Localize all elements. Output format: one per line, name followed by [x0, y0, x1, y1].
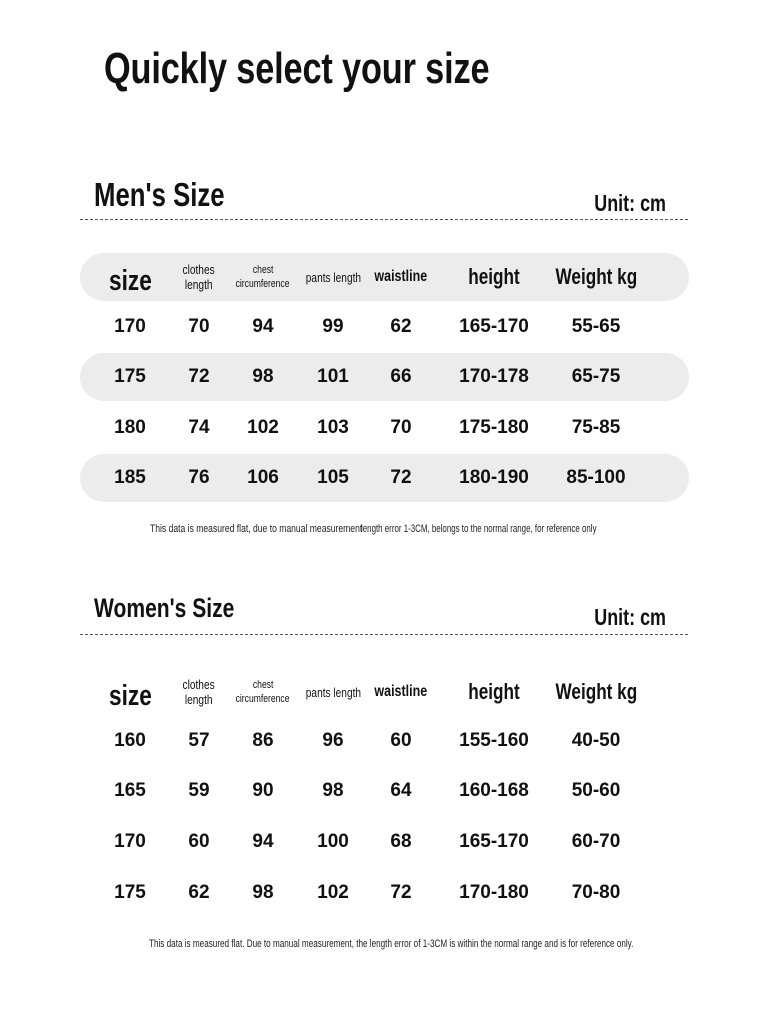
cell-clothes-length: 70	[188, 316, 210, 337]
cell-weight: 50-60	[571, 780, 621, 801]
header-pants-length: pants length	[305, 684, 361, 700]
women-header-row	[80, 668, 689, 716]
cell-size: 160	[114, 730, 146, 751]
cell-size: 175	[114, 366, 146, 387]
cell-height: 170-178	[459, 366, 529, 387]
table-row	[80, 353, 689, 401]
men-unit-label: Unit: cm	[594, 190, 666, 216]
table-row	[80, 454, 689, 502]
cell-waistline: 60	[390, 730, 412, 751]
cell-waistline: 66	[390, 366, 412, 387]
cell-waistline: 62	[390, 316, 412, 337]
men-header-row	[80, 253, 689, 301]
cell-chest: 94	[252, 831, 274, 852]
cell-pants-length: 99	[322, 316, 344, 337]
header-height: height	[468, 264, 520, 289]
cell-pants-length: 102	[317, 882, 349, 903]
cell-size: 185	[114, 467, 146, 488]
cell-clothes-length: 74	[188, 417, 210, 438]
cell-weight: 85-100	[566, 467, 626, 488]
men-section-title: Men's Size	[94, 176, 225, 213]
cell-chest: 90	[252, 780, 274, 801]
men-note-part2: length error 1-3CM, belongs to the normal range, for reference only	[361, 523, 597, 535]
cell-pants-length: 101	[317, 366, 349, 387]
cell-height: 155-160	[459, 730, 529, 751]
header-size: size	[108, 264, 152, 297]
cell-size: 180	[114, 417, 146, 438]
cell-chest: 106	[247, 467, 279, 488]
cell-weight: 55-65	[571, 316, 621, 337]
cell-chest: 86	[252, 730, 274, 751]
cell-size: 170	[114, 316, 146, 337]
cell-weight: 65-75	[571, 366, 621, 387]
cell-pants-length: 96	[322, 730, 344, 751]
cell-chest: 98	[252, 882, 274, 903]
page-title: Quickly select your size	[104, 44, 490, 93]
cell-pants-length: 100	[317, 831, 349, 852]
cell-waistline: 70	[390, 417, 412, 438]
cell-clothes-length: 76	[188, 467, 210, 488]
cell-waistline: 72	[390, 882, 412, 903]
header-clothes-length: clothes length	[182, 677, 216, 707]
cell-chest: 94	[252, 316, 274, 337]
cell-weight: 70-80	[571, 882, 621, 903]
cell-pants-length: 105	[317, 467, 349, 488]
cell-size: 165	[114, 780, 146, 801]
cell-clothes-length: 60	[188, 831, 210, 852]
table-row	[80, 818, 689, 866]
header-height: height	[468, 679, 520, 704]
cell-chest: 98	[252, 366, 274, 387]
cell-clothes-length: 59	[188, 780, 210, 801]
cell-weight: 60-70	[571, 831, 621, 852]
women-section-title: Women's Size	[94, 593, 235, 623]
men-note-part1: This data is measured flat, due to manual measurement	[150, 523, 363, 535]
men-divider	[80, 219, 688, 220]
cell-chest: 102	[247, 417, 279, 438]
women-divider	[80, 634, 688, 635]
cell-size: 170	[114, 831, 146, 852]
cell-waistline: 64	[390, 780, 412, 801]
table-row	[80, 303, 689, 351]
header-pants-length: pants length	[305, 269, 361, 285]
women-note: This data is measured flat. Due to manual measurement, the length error of 1-3CM is within the normal range and is for reference only.	[149, 938, 634, 950]
cell-height: 165-170	[459, 831, 529, 852]
table-row	[80, 717, 689, 765]
cell-weight: 75-85	[571, 417, 621, 438]
header-size: size	[108, 679, 152, 712]
header-clothes-length: clothes length	[182, 262, 216, 292]
header-weight: Weight kg	[555, 679, 637, 704]
table-row	[80, 767, 689, 815]
cell-weight: 40-50	[571, 730, 621, 751]
cell-height: 170-180	[459, 882, 529, 903]
header-waistline: waistline	[374, 268, 428, 285]
cell-size: 175	[114, 882, 146, 903]
cell-height: 165-170	[459, 316, 529, 337]
women-unit-label: Unit: cm	[594, 604, 666, 630]
cell-pants-length: 98	[322, 780, 344, 801]
cell-height: 160-168	[459, 780, 529, 801]
table-row	[80, 869, 689, 917]
header-weight: Weight kg	[555, 264, 637, 289]
cell-height: 175-180	[459, 417, 529, 438]
cell-clothes-length: 72	[188, 366, 210, 387]
cell-pants-length: 103	[317, 417, 349, 438]
header-chest-circumference: chest circumference	[236, 679, 290, 705]
cell-clothes-length: 62	[188, 882, 210, 903]
table-row	[80, 404, 689, 452]
cell-waistline: 68	[390, 831, 412, 852]
cell-waistline: 72	[390, 467, 412, 488]
cell-clothes-length: 57	[188, 730, 210, 751]
cell-height: 180-190	[459, 467, 529, 488]
header-chest-circumference: chest circumference	[236, 264, 290, 290]
header-waistline: waistline	[374, 683, 428, 700]
